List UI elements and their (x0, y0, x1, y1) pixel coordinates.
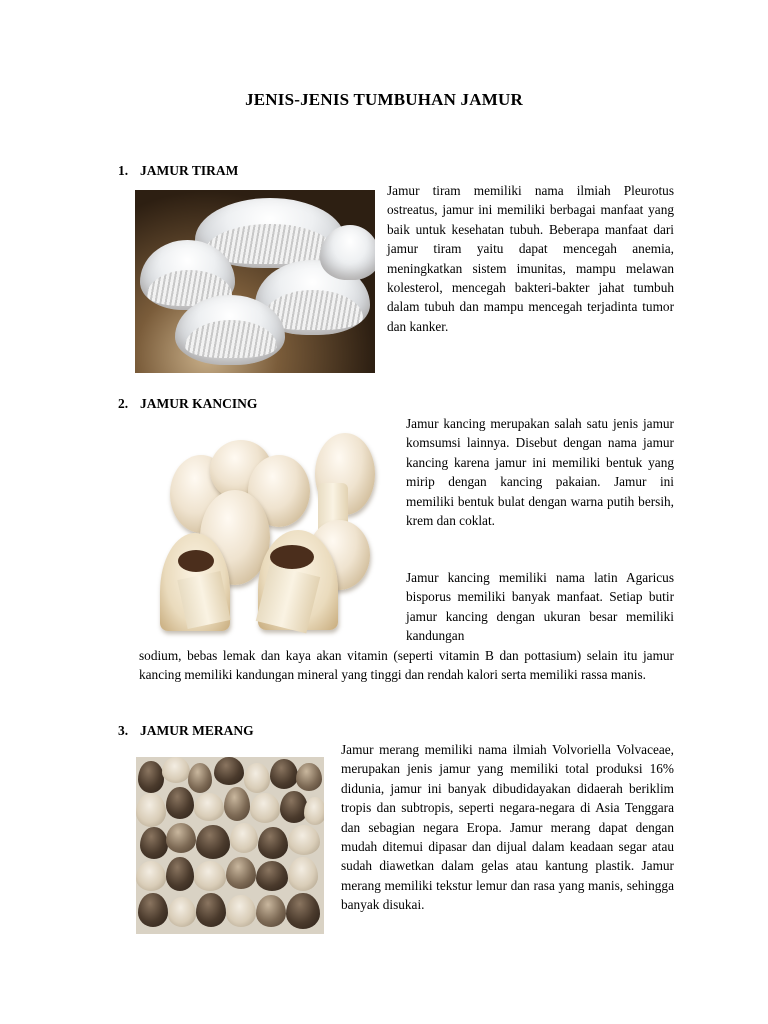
paragraph-merang: Jamur merang memiliki nama ilmiah Volvoriella Volvaceae, merupakan jenis jamur yang memiliki total produksi 16% didunia, jamur ini banyak dibudidayakan didaerah beriklim tropis dan subtropis, seperti negara-negara di Asia Tenggara dan sebagian negara Eropa. Jamur merang dapat dengan mudah ditemui dipasar dan dijual dalam keadaan segar atau sudah diawetkan dalam gelas atau kantung plastik. Jamur merang memiliki tekstur lemur dan rasa yang manis, sehingga banyak disukai. (341, 742, 674, 913)
button-mushroom-image (150, 425, 385, 640)
paragraph-kancing-2: Jamur kancing memiliki nama latin Agaricus bisporus memiliki banyak manfaat. Setiap butir jamur kancing dengan ukuran besar memiliki kandungan (406, 570, 674, 644)
section-heading-text: JAMUR TIRAM (140, 163, 239, 178)
paragraph-kancing-1: Jamur kancing merupakan salah satu jenis jamur komsumsi lainnya. Disebut dengan nama jamur kancing karena jamur ini memiliki bentuk yang mirip dengan kancing pakaian. Jamur ini memiliki bentuk bulat dengan warna putih bersih, krem dan coklat. (406, 416, 674, 529)
section-heading-tiram (118, 163, 238, 179)
paragraph-kancing-3: sodium, bebas lemak dan kaya akan vitamin (seperti vitamin B dan pottasium) selain itu jamur kancing memiliki kandungan mineral yang tinggi dan rendah kalori serta memiliki rassa manis. (139, 648, 674, 683)
document-title: JENIS-JENIS TUMBUHAN JAMUR (245, 90, 523, 109)
section-heading-text: JAMUR KANCING (140, 396, 258, 411)
section-number: 3. (118, 723, 129, 738)
section-heading-text: JAMUR MERANG (140, 723, 254, 738)
section-heading-kancing (118, 396, 257, 412)
section-number: 2. (118, 396, 129, 411)
section-heading-merang (118, 723, 254, 739)
oyster-mushroom-image (135, 190, 375, 373)
straw-mushroom-image (136, 757, 324, 934)
section-number: 1. (118, 163, 129, 178)
paragraph-tiram: Jamur tiram memiliki nama ilmiah Pleurotus ostreatus, jamur ini memiliki berbagai manfaat yang baik untuk kesehatan tubuh. Beberapa manfaat dari jamur tiram yaitu dapat mencegah anemia, meningkatkan sistem imunitas, mampu melawan kolesterol, mencegah bakteri-bakter jahat tumbuh dalam tubuh dan mampu mencegah terjadinta tumor dan kanker. (387, 183, 674, 334)
